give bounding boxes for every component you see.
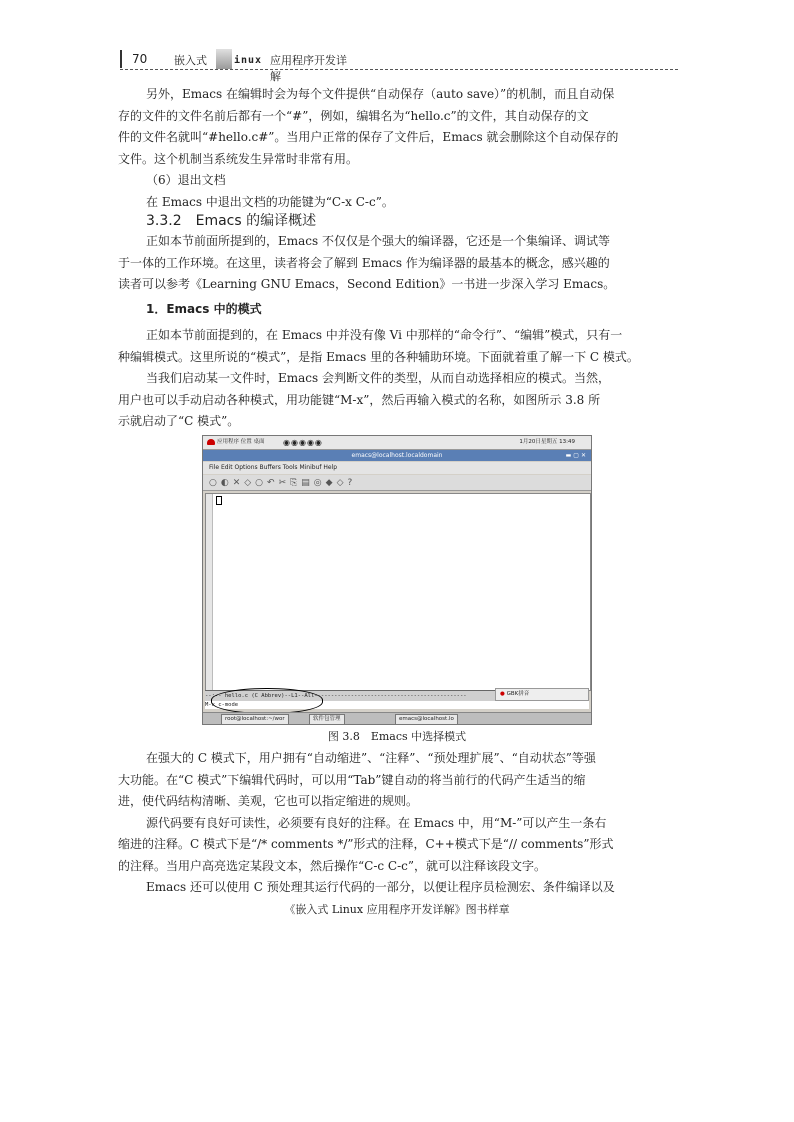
launcher-icons: ◉◉◉◉◉ <box>283 438 323 447</box>
text-line: 示就启动了“C 模式”。 <box>118 414 240 428</box>
redhat-icon <box>207 439 215 445</box>
panel-clock: 1月20日星期五 13:49 <box>519 439 575 445</box>
header-title-right: 应用程序开发详解 <box>270 54 347 83</box>
paragraph-auto-save <box>118 84 680 170</box>
window-title: emacs@localhost.localdomain <box>351 452 443 459</box>
editor-buffer <box>205 493 591 691</box>
text-line: 的注释。当用户高亮选定某段文本，然后操作“C-c C-c”，就可以注释该段文字。 <box>118 858 547 873</box>
header-rule <box>120 69 678 70</box>
task-emacs: emacs@localhost.lo <box>395 714 458 725</box>
text-line: 在强大的 C 模式下，用户拥有“自动缩进”、“注释”、“预处理扩展”、“自动状态”等强 <box>146 751 596 765</box>
taskbar <box>203 712 591 725</box>
linux-logo <box>216 49 354 83</box>
text-line: 缩进的注释。C 模式下是“/* comments */”形式的注释，C++模式下是“// comments”形式 <box>118 837 614 851</box>
emacs-menubar: File Edit Options Buffers Tools Minibuf Help <box>203 462 591 474</box>
text-line: 在 Emacs 中退出文档的功能键为“C-x C-c”。 <box>146 194 394 209</box>
task-terminal: root@localhost:~/wor <box>221 714 289 725</box>
text-line: 用户也可以手动启动各种模式，用功能键“M-x”，然后再输入模式的名称，如图所示 3.8 所 <box>118 392 601 407</box>
header-title-left: 嵌入式 <box>174 54 207 67</box>
window-controls-icon: ▬▢✕ <box>565 452 588 459</box>
editor-fringe <box>206 494 213 690</box>
ime-label: GBK拼音 <box>506 691 530 697</box>
gnome-panel <box>203 436 591 450</box>
ime-icon: ● <box>500 691 505 697</box>
window-titlebar <box>203 450 591 461</box>
text-line: 正如本节前面提到的，在 Emacs 中并没有像 Vi 中那样的“命令行”、“编辑”模式，只有一 <box>146 328 623 342</box>
text-line: 种编辑模式。这里所说的“模式”，是指 Emacs 里的各种辅助环境。下面就着重了解一下 C 模式。 <box>118 349 639 364</box>
running-header <box>120 48 678 83</box>
paragraph-compile-overview <box>118 231 680 296</box>
emacs-toolbar: ○◐✕◇○↶✂⎘▤◎◆◇? <box>203 475 591 491</box>
minibuffer: M-x c-mode <box>205 701 589 709</box>
text-line: 正如本节前面所提到的，Emacs 不仅仅是个强大的编译器，它还是一个集编译、调试等 <box>146 234 610 248</box>
panel-menu: 应用程序 位置 桌面 <box>217 439 265 445</box>
item-heading: （6）退出文档 <box>146 173 226 187</box>
emacs-screenshot <box>202 435 592 725</box>
paragraph-c-mode <box>118 748 680 899</box>
input-method-bar <box>495 688 589 701</box>
text-cursor <box>216 496 222 505</box>
paragraph-modes <box>118 325 680 433</box>
text-line: 文件。这个机制当系统发生异常时非常有用。 <box>118 151 359 166</box>
header-bar <box>120 50 122 68</box>
text-line: 源代码要有良好可读性，必须要有良好的注释。在 Emacs 中，用“M-”可以产生一条右 <box>146 815 607 830</box>
page-footer: 《嵌入式 Linux 应用程序开发详解》图书样章 <box>284 903 510 916</box>
text-line: Emacs 还可以使用 C 预处理其运行代码的一部分，以便让程序员检测宏、条件编译以及 <box>146 880 615 894</box>
mode-line: --:-- hello.c (C Abbrev)--L1--All---------------------------------------------- <box>205 690 589 701</box>
section-heading: 3.3.2 Emacs 的编译概述 <box>146 213 317 229</box>
highlight-ellipse <box>211 688 323 714</box>
text-line: 当我们启动某一文件时，Emacs 会判断文件的类型，从而自动选择相应的模式。当然， <box>146 371 610 385</box>
text-line: 件的文件名就叫“#hello.c#”。当用户正常的保存了文件后，Emacs 就会删除这个自动保存的 <box>118 130 619 144</box>
item-exit-document <box>118 170 680 213</box>
text-line: 大功能。在“C 模式”下编辑代码时，可以用“Tab”键自动的将当前行的代码产生适当的缩 <box>118 772 586 787</box>
text-line: 于一体的工作环境。在这里，读者将会了解到 Emacs 作为编译器的最基本的概念，感兴趣的 <box>118 255 610 270</box>
task-package-manager: 软件包管理 <box>309 714 345 725</box>
linux-logo-text: inux <box>234 55 263 66</box>
page-number: 70 <box>132 52 148 66</box>
text-line: 进，使代码结构清晰、美观，它也可以指定缩进的规则。 <box>118 794 419 808</box>
subsection-heading: 1．Emacs 中的模式 <box>146 302 262 316</box>
text-line: 另外，Emacs 在编辑时会为每个文件提供“自动保存（auto save）”的机制，而且自动保 <box>146 87 615 101</box>
text-line: 读者可以参考《Learning GNU Emacs，Second Edition》一书进一步深入学习 Emacs。 <box>118 277 616 291</box>
figure-caption: 图 3.8 Emacs 中选择模式 <box>327 730 467 743</box>
text-line: 存的文件的文件名前后都有一个“#”，例如，编辑名为“hello.c”的文件，其自动保存的文 <box>118 108 589 123</box>
linux-logo-block <box>216 49 232 69</box>
